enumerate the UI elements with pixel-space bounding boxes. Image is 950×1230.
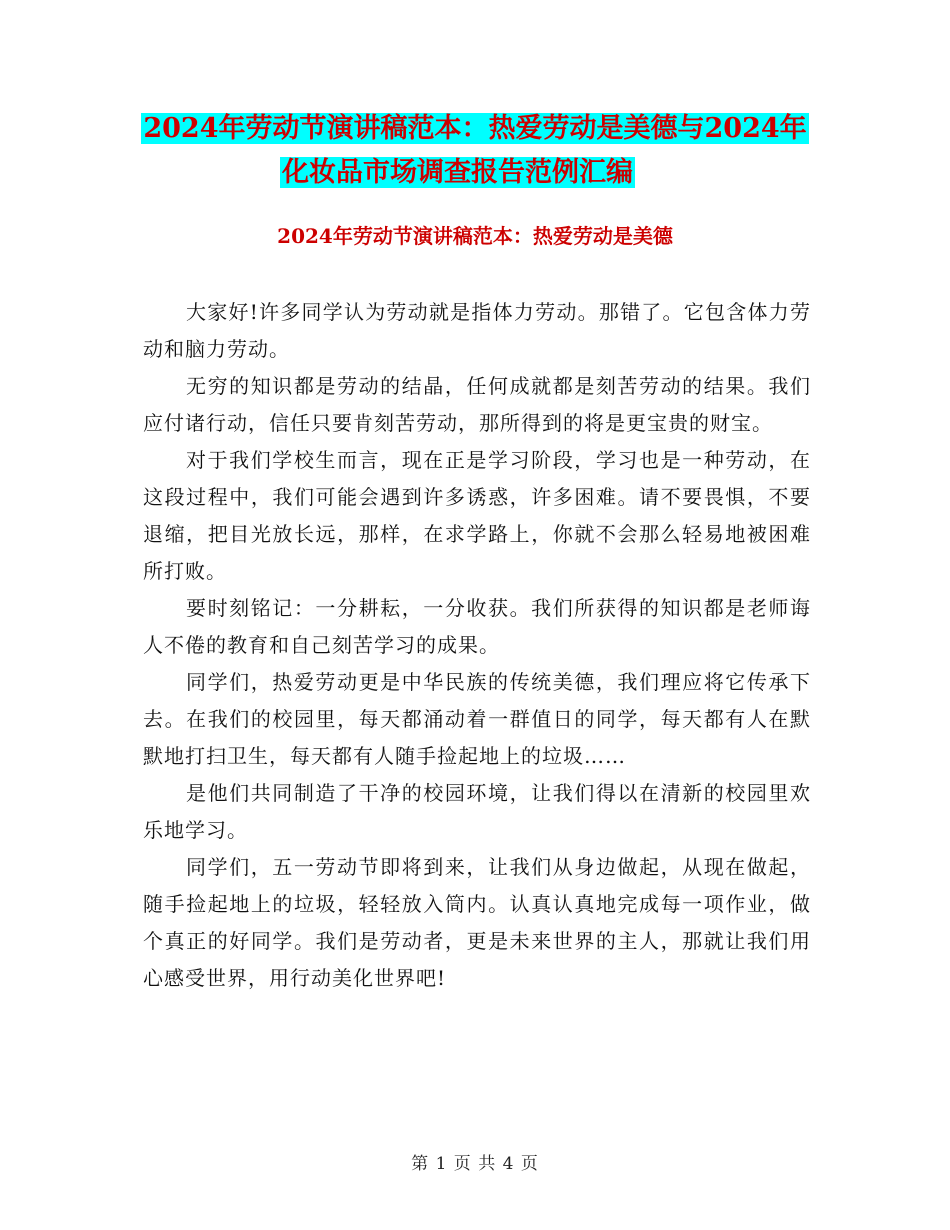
section-title: 2024年劳动节演讲稿范本：热爱劳动是美德 xyxy=(277,224,673,248)
paragraph: 是他们共同制造了干净的校园环境，让我们得以在清新的校园里欢乐地学习。 xyxy=(143,781,811,842)
paragraph: 无穷的知识都是劳动的结晶，任何成就都是刻苦劳动的结果。我们应付诸行动，信任只要肯刻苦劳动，那所得到的将是更宝贵的财宝。 xyxy=(143,374,811,435)
page-footer: 第 1 页 共 4 页 xyxy=(411,1154,539,1174)
paragraph: 大家好!许多同学认为劳动就是指体力劳动。那错了。它包含体力劳动和脑力劳动。 xyxy=(143,300,811,361)
document-title-text-1: 2024年劳动节演讲稿范本：热爱劳动是美德与2024年 xyxy=(143,113,807,144)
paragraph: 同学们，五一劳动节即将到来，让我们从身边做起，从现在做起，随手捡起地上的垃圾，轻轻放入筒内。认真认真地完成每一项作业，做个真正的好同学。我们是劳动者，更是未来世界的主人，那就让我们用心感受世界，用行动美化世界吧! xyxy=(143,855,811,990)
paragraph: 要时刻铭记：一分耕耘，一分收获。我们所获得的知识都是老师诲人不倦的教育和自己刻苦学习的成果。 xyxy=(143,596,811,657)
document-title-line-1 xyxy=(0,112,950,146)
document-title-text-2: 化妆品市场调查报告范例汇编 xyxy=(282,157,633,188)
paragraph: 同学们，热爱劳动更是中华民族的传统美德，我们理应将它传承下去。在我们的校园里，每天都涌动着一群值日的同学，每天都有人在默默地打扫卫生，每天都有人随手捡起地上的垃圾…… xyxy=(143,670,811,768)
document-title-line-2 xyxy=(0,156,950,190)
paragraph: 对于我们学校生而言，现在正是学习阶段，学习也是一种劳动，在这段过程中，我们可能会遇到许多诱惑，许多困难。请不要畏惧，不要退缩，把目光放长远，那样，在求学路上，你就不会那么轻易地被困难所打败。 xyxy=(143,448,811,583)
speech-body xyxy=(143,294,811,997)
